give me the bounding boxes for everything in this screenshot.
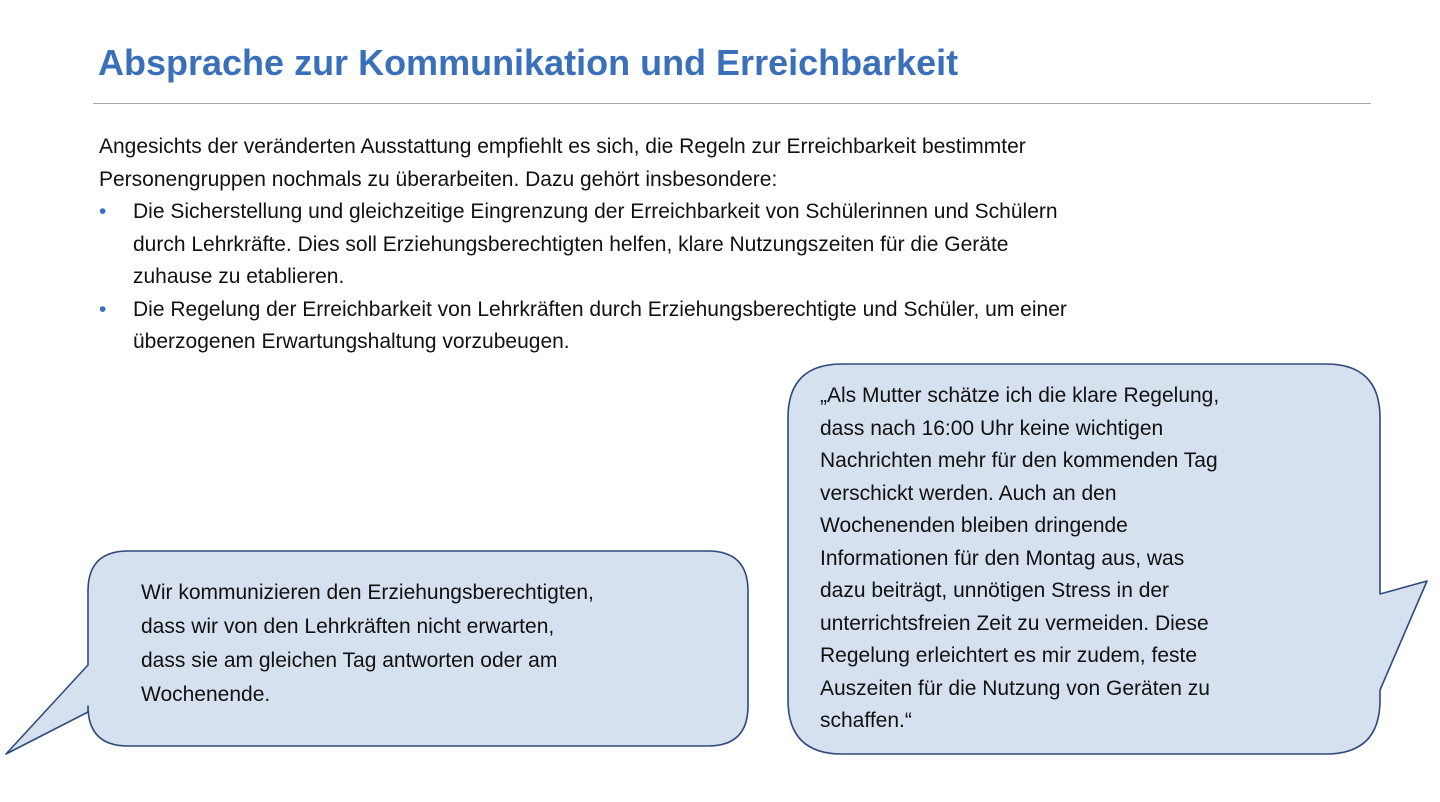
callout-line: verschickt werden. Auch an den: [820, 481, 1117, 505]
right-callout-text: [820, 380, 1340, 738]
bullet-line: zuhause zu etablieren.: [133, 265, 345, 288]
callout-line: Informationen für den Montag aus, was: [820, 546, 1185, 570]
intro-line: Personengruppen nochmals zu überarbeiten. Dazu gehört insbesondere:: [99, 167, 778, 191]
slide-title: Absprache zur Kommunikation und Erreichbarkeit: [98, 42, 959, 83]
bullet-dot-icon: •: [99, 297, 107, 321]
callout-line: schaffen.“: [820, 709, 912, 732]
callout-line: dass sie am gleichen Tag antworten oder am: [141, 649, 558, 672]
callout-line: dazu beiträgt, unnötigen Stress in der: [820, 579, 1170, 602]
bullet-line: Die Sicherstellung und gleichzeitige Eingrenzung der Erreichbarkeit von Schülerinnen und Schülern: [133, 200, 1058, 223]
callout-line: Nachrichten mehr für den kommenden Tag: [820, 449, 1218, 472]
callout-line: unterrichtsfreien Zeit zu vermeiden. Diese: [820, 611, 1209, 635]
bullet-dot-icon: •: [99, 200, 107, 223]
callout-line: „Als Mutter schätze ich die klare Regelung,: [820, 384, 1220, 407]
callout-line: dass nach 16:00 Uhr keine wichtigen: [820, 416, 1164, 440]
callout-line: Wochenenden bleiben dringende: [820, 514, 1128, 537]
callout-line: dass wir von den Lehrkräften nicht erwarten,: [141, 615, 555, 638]
callout-line: Regelung erleichtert es mir zudem, feste: [820, 644, 1198, 667]
intro-line: Angesichts der veränderten Ausstattung empfiehlt es sich, die Regeln zur Erreichbarkeit bestimmter: [99, 135, 1026, 158]
bullet-line: Die Regelung der Erreichbarkeit von Lehrkräften durch Erziehungsberechtigte und Schüler, um einer: [133, 297, 1067, 321]
left-callout-text: [141, 576, 721, 712]
bullet-line: überzogenen Erwartungshaltung vorzubeugen.: [133, 330, 570, 353]
bullet-line: durch Lehrkräfte. Dies soll Erziehungsberechtigten helfen, klare Nutzungszeiten für die Geräte: [133, 232, 1009, 256]
callout-line: Auszeiten für die Nutzung von Geräten zu: [820, 676, 1210, 700]
callout-line: Wir kommunizieren den Erziehungsberechtigten,: [141, 581, 594, 604]
callout-line: Wochenende.: [141, 683, 271, 706]
